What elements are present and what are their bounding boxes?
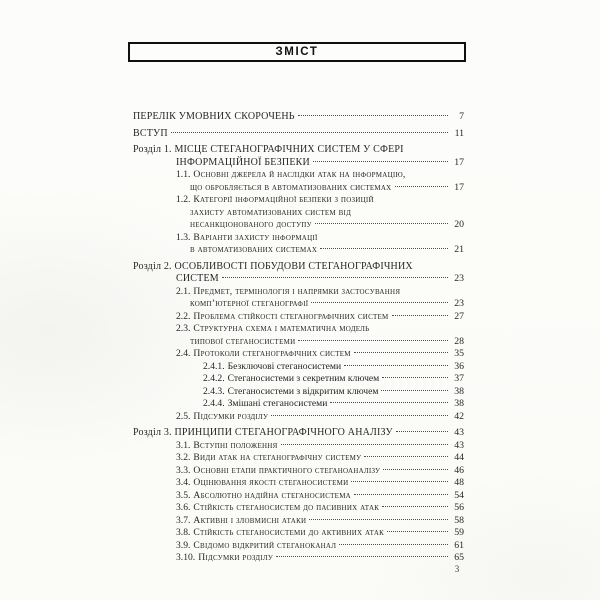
toc-page-number: 28: [454, 335, 464, 347]
toc-entry-label: Стеганосистеми з секретним ключем: [227, 373, 380, 384]
toc-entry-label: що обробляється в автоматизованих системах: [190, 181, 392, 193]
toc-entry-label: Протоколи стеганографічних систем: [193, 348, 351, 359]
toc-entry-label: Вступні положення: [193, 439, 278, 451]
toc-entry-text: [133, 256, 413, 274]
toc-line: [133, 281, 464, 297]
toc-entry-label: Категорії інформаційної безпеки з позицій: [193, 194, 374, 205]
toc-page-number: 38: [454, 385, 464, 397]
dot-leader: [298, 115, 448, 116]
toc-line: [133, 368, 464, 384]
toc-page-number: 48: [454, 477, 464, 488]
toc-entry-label: Розділ 3. ПРИНЦИПИ СТЕГАНОГРАФІЧНОГО АНАЛІЗУ: [133, 427, 393, 438]
toc-entry-number: 3.8.: [176, 527, 191, 538]
toc-entry-number: 1.2.: [176, 194, 191, 205]
toc-line: [133, 485, 464, 501]
toc-entry-label: Активні і зловмисні атаки: [193, 514, 307, 526]
toc-page-number: 56: [454, 502, 464, 513]
dot-leader: [320, 248, 448, 249]
dot-leader: [354, 352, 448, 353]
toc-entry-label: комп’ютерної стеганографії: [190, 298, 309, 309]
dot-leader: [281, 444, 449, 445]
toc-entry-label: Види атак на стеганографічну систему: [193, 452, 362, 463]
dot-leader: [222, 277, 448, 278]
toc-entry-label: Проблема стійкості стеганографічних систем: [193, 310, 389, 322]
toc-entry-label: СИСТЕМ: [176, 273, 219, 284]
toc-entry-label: Змішані стеганосистеми: [227, 398, 328, 409]
dot-leader: [276, 556, 448, 557]
toc-page-number: 54: [454, 489, 464, 501]
toc-entry-number: 3.4.: [176, 477, 191, 488]
page-folio-number: 3: [454, 564, 460, 574]
toc-page-number: 17: [454, 156, 464, 168]
dot-leader: [339, 544, 448, 545]
toc-page-number: 35: [454, 348, 464, 359]
toc-entry-label: Безключові стеганосистеми: [227, 360, 342, 372]
toc-line: [133, 189, 464, 205]
toc-line: [133, 123, 464, 139]
toc-entry-number: 2.4.: [176, 348, 191, 359]
toc-line: [133, 227, 464, 243]
dot-leader: [351, 481, 448, 482]
toc-line: [133, 214, 464, 230]
toc-entry-text: [176, 406, 268, 424]
toc-entry-label: Основні етапи практичного стеганоаналізу: [193, 464, 381, 476]
toc-entry-number: 3.1.: [176, 439, 191, 451]
toc-page-number: 21: [454, 244, 464, 255]
toc-line: [133, 306, 464, 322]
dot-leader: [271, 415, 448, 416]
toc-entry-label: в автоматизованих системах: [190, 244, 318, 255]
dot-leader: [383, 469, 448, 470]
toc-page-number: 20: [454, 219, 464, 230]
toc-line: [133, 510, 464, 526]
dot-leader: [298, 340, 448, 341]
dot-leader: [381, 390, 448, 391]
toc-entry-label: Стеганосистеми з відкритим ключем: [227, 385, 379, 397]
toc-line: [133, 460, 464, 476]
toc-entry-number: 2.4.4.: [203, 398, 225, 409]
toc-line: [133, 343, 464, 359]
toc-list: [133, 106, 464, 563]
toc-page-number: 46: [454, 464, 464, 476]
toc-entry-label: Свідомо відкритий стеганоканал: [193, 539, 337, 551]
dot-leader: [387, 531, 448, 532]
toc-page-number: 61: [454, 539, 464, 551]
dot-leader: [309, 519, 448, 520]
toc-entry-label: Стійкість стеганосистем до пасивних атак: [193, 502, 380, 513]
toc-entry-number: 3.3.: [176, 464, 191, 476]
toc-entry-label: Підсумки розділу: [198, 552, 274, 563]
toc-page-number: 11: [454, 127, 464, 139]
toc-entry-label: Структурна схема і математична модель: [193, 323, 370, 334]
toc-page-number: 44: [454, 452, 464, 463]
toc-line: [133, 139, 464, 155]
toc-entry-text: [176, 547, 273, 565]
toc-entry-number: 3.5.: [176, 489, 191, 501]
toc-line: [133, 393, 464, 409]
toc-entry-text: [133, 106, 295, 124]
toc-entry-number: 2.4.2.: [203, 373, 225, 384]
toc-line: [133, 472, 464, 488]
dot-leader: [311, 302, 448, 303]
toc-line: [133, 106, 464, 122]
toc-page-number: 59: [454, 527, 464, 538]
toc-page-number: 43: [454, 439, 464, 451]
toc-entry-number: 2.5.: [176, 410, 191, 422]
toc-line: [133, 447, 464, 463]
toc-entry-label: Розділ 2. ОСОБЛИВОСТІ ПОБУДОВИ СТЕГАНОГРАФІЧНИХ: [133, 260, 413, 272]
toc-entry-number: 3.10.: [176, 552, 196, 563]
toc-line: [133, 422, 464, 438]
toc-entry-label: Абсолютно надійна стеганосистема: [193, 489, 351, 501]
toc-entry-label: типової стеганосистеми: [190, 335, 296, 347]
toc-page-number: 23: [454, 273, 464, 284]
toc-page-number: 38: [454, 398, 464, 409]
toc-line: [133, 318, 464, 334]
toc-entry-number: 1.3.: [176, 231, 191, 243]
dot-leader: [382, 506, 448, 507]
dot-leader: [171, 132, 448, 133]
toc-entry-number: 1.1.: [176, 169, 191, 180]
dot-leader: [395, 186, 449, 187]
toc-page-number: 17: [454, 181, 464, 193]
toc-entry-label: захисту автоматизованих систем від: [190, 206, 352, 218]
toc-entry-text: [133, 123, 168, 141]
toc-entry-number: 2.1.: [176, 285, 191, 297]
toc-page-number: 27: [454, 310, 464, 322]
toc-entry-number: 3.2.: [176, 452, 191, 463]
toc-entry-label: Розділ 1. МІСЦЕ СТЕГАНОГРАФІЧНИХ СИСТЕМ У СФЕРІ: [133, 144, 404, 155]
toc-page-number: 58: [454, 514, 464, 526]
toc-entry-label: ПЕРЕЛІК УМОВНИХ СКОРОЧЕНЬ: [133, 111, 295, 122]
dot-leader: [315, 223, 448, 224]
toc-page-number: 65: [454, 552, 464, 563]
toc-line: [133, 535, 464, 551]
toc-page-number: 23: [454, 298, 464, 309]
toc-entry-label: Оцінювання якості стеганосистеми: [193, 477, 349, 488]
toc-line: [133, 256, 464, 272]
toc-line: [133, 381, 464, 397]
toc-entry-label: Варіанти захисту інформації: [193, 231, 318, 243]
toc-page-number: 43: [454, 427, 464, 438]
toc-entry-number: 2.3.: [176, 323, 191, 334]
toc-page-number: 7: [459, 111, 464, 122]
toc-line: [133, 522, 464, 538]
toc-entry-label: Основні джерела й наслідки атак на інформацію,: [193, 169, 406, 180]
toc-line: [133, 152, 464, 168]
toc-page-number: 42: [454, 410, 464, 422]
dot-leader: [330, 402, 448, 403]
toc-line: [133, 497, 464, 513]
toc-entry-label: ВСТУП: [133, 127, 168, 139]
toc-entry-label: ІНФОРМАЦІЙНОЇ БЕЗПЕКИ: [176, 156, 310, 168]
toc-entry-label: Предмет, термінологія і напрямки застосування: [193, 285, 401, 297]
toc-entry-label: несанкціонованого доступу: [190, 219, 312, 230]
dot-leader: [354, 494, 448, 495]
toc-entry-label: Стійкість стеганосистеми до активних атак: [193, 527, 385, 538]
toc-entry-number: 2.4.3.: [203, 385, 225, 397]
dot-leader: [364, 456, 448, 457]
contents-title-box: [128, 42, 466, 62]
toc-page-number: 37: [454, 373, 464, 384]
dot-leader: [344, 365, 448, 366]
toc-entry-number: 3.7.: [176, 514, 191, 526]
toc-page-number: 36: [454, 360, 464, 372]
toc-entry-text: [190, 239, 317, 257]
toc-entry-number: 3.6.: [176, 502, 191, 513]
dot-leader: [313, 161, 448, 162]
toc-entry-number: 2.2.: [176, 310, 191, 322]
toc-entry-number: 2.4.1.: [203, 360, 225, 372]
toc-line: [133, 164, 464, 180]
toc-entry-number: 3.9.: [176, 539, 191, 551]
dot-leader: [392, 315, 448, 316]
dot-leader: [396, 431, 448, 432]
dot-leader: [382, 377, 448, 378]
toc-entry-label: Підсумки розділу: [193, 410, 269, 422]
page-title: ЗМІСТ: [275, 46, 319, 58]
